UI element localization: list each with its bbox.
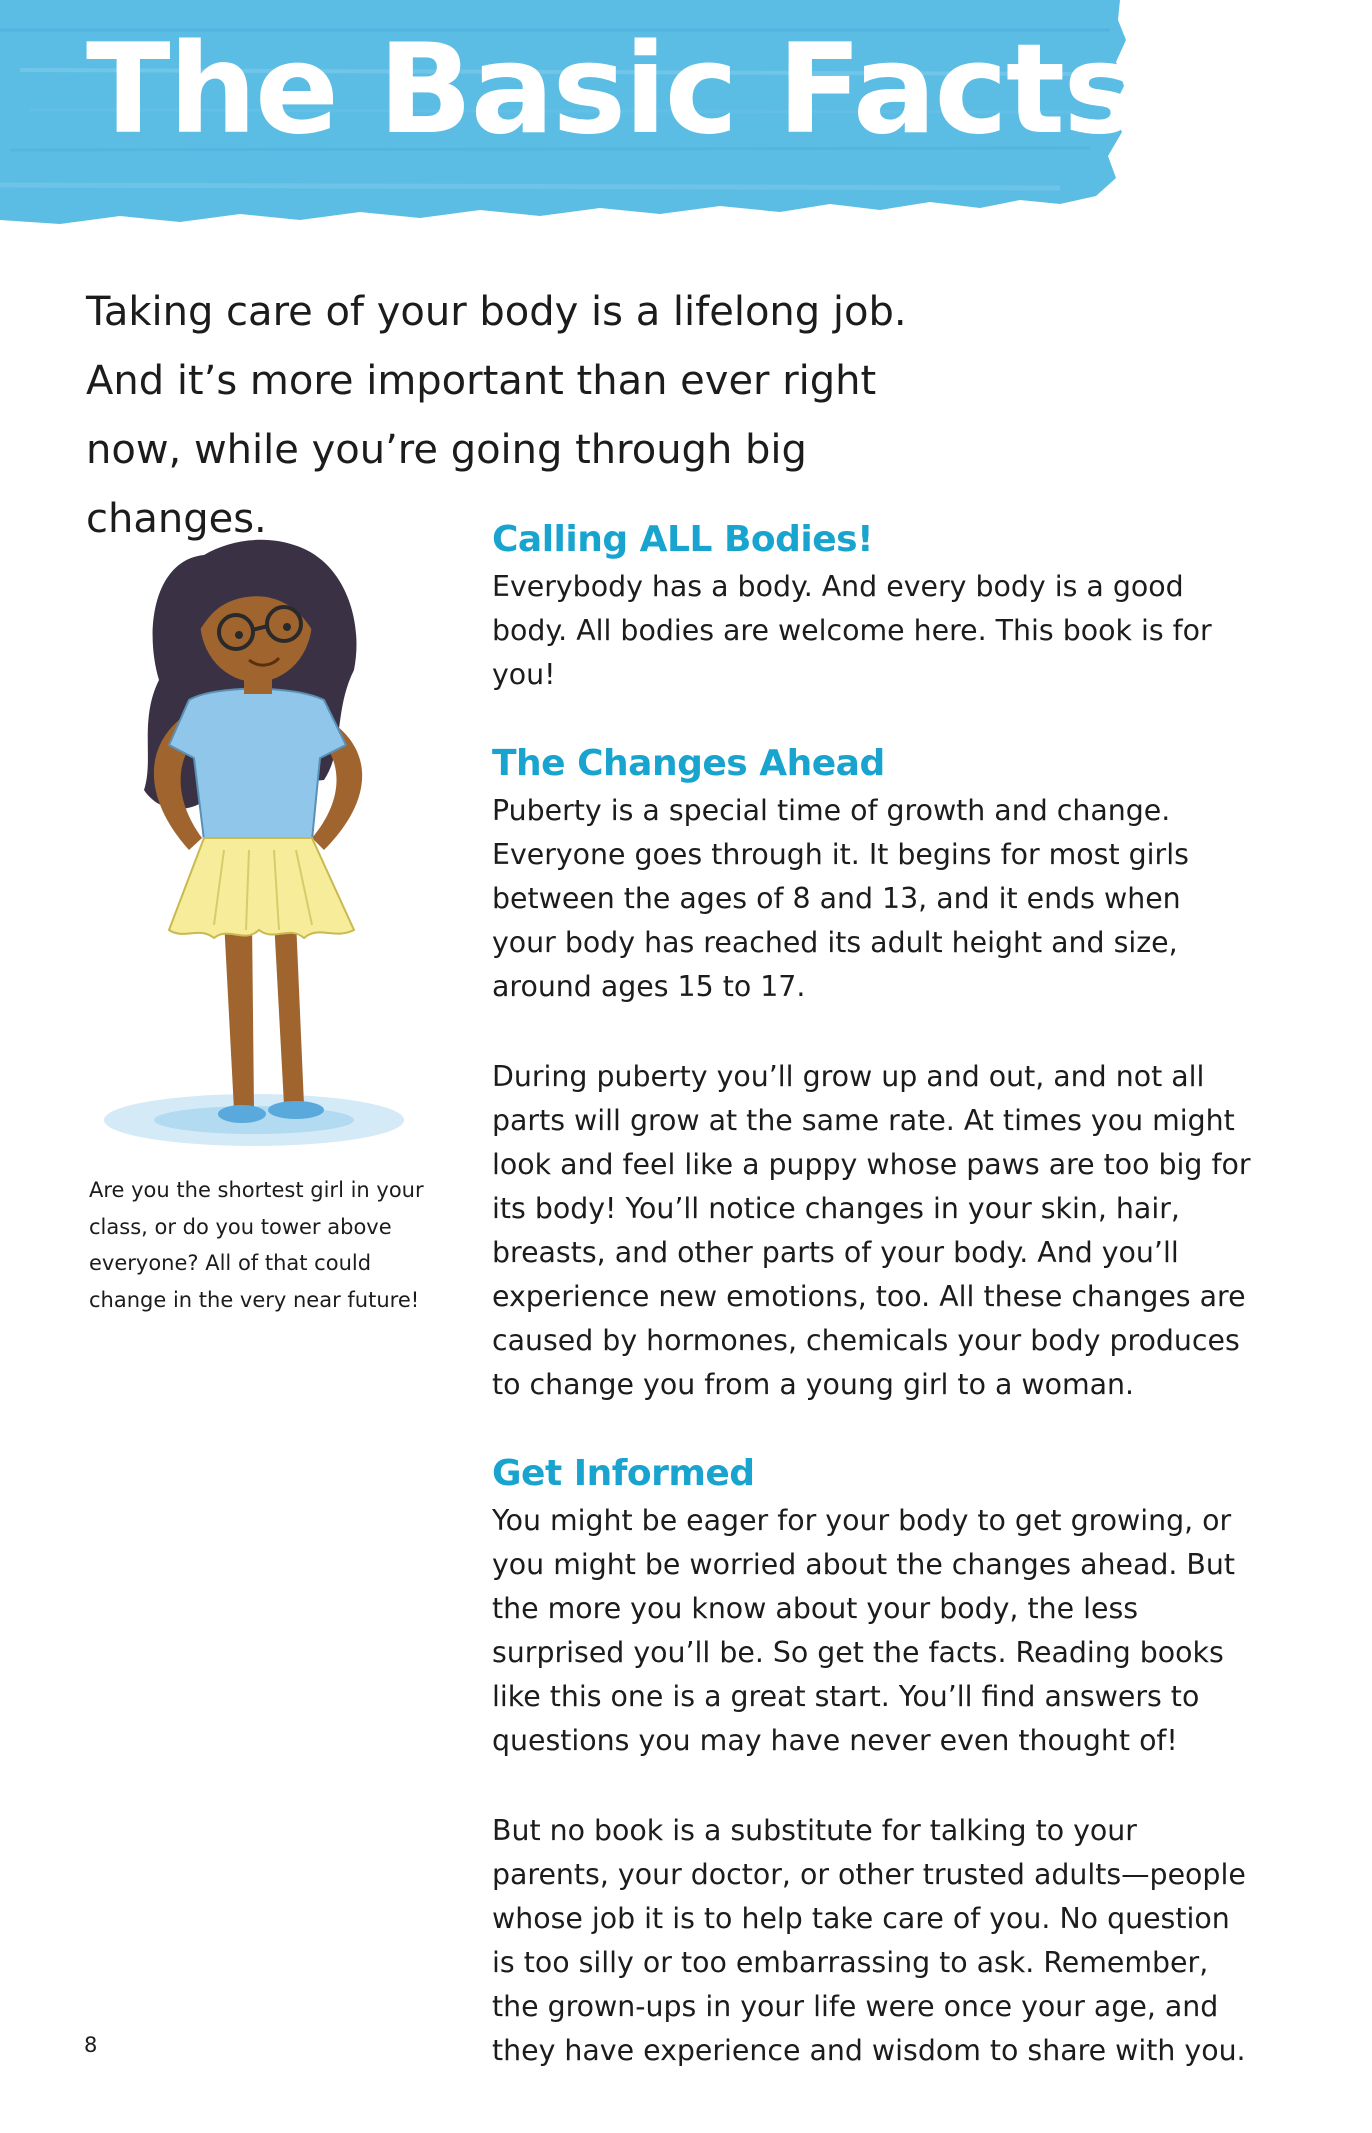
illustration-caption: Are you the shortest girl in your class, or do you tower above everyone? All of that could change in the very near future! [89, 1178, 424, 1312]
paragraph: Puberty is a special time of growth and change. Everyone goes through it. It begins for most girls between the ages of 8 and 13, and it ends when your body has reached its adult height and size, around ages 15 to 17. [492, 794, 1189, 1003]
page-number: 8 [84, 2033, 98, 2057]
section-heading-changes-ahead: The Changes Ahead [492, 743, 885, 784]
paragraph: During puberty you’ll grow up and out, and not all parts will grow at the same rate. At times you might look and feel like a puppy whose paws are too big for its body! You’ll notice changes in your skin, hair, breasts, and other parts of your body. And you’ll experience new emotions, too. All these changes are caused by hormones, chemicals your body produces to change you from a young girl to a woman. [492, 1060, 1251, 1401]
page-title: The Basic Facts [86, 18, 1136, 162]
section-heading-calling-all-bodies: Calling ALL Bodies! [492, 519, 873, 560]
intro-text: Taking care of your body is a lifelong job. And it’s more important than ever right now, while you’re going through big changes. [86, 289, 907, 542]
main-content [492, 515, 1252, 2073]
girl-icon [84, 520, 404, 1170]
title-banner [0, 0, 1140, 240]
girl-illustration [84, 520, 404, 1170]
section-heading-get-informed: Get Informed [492, 1453, 755, 1494]
paragraph: Everybody has a body. And every body is a good body. All bodies are welcome here. This book is for you! [492, 570, 1212, 691]
paragraph: You might be eager for your body to get growing, or you might be worried about the changes ahead. But the more you know about your body, the less surprised you’ll be. So get the facts. Reading books like this one is a great start. You’ll find answers to questions you may have never even thought of! [492, 1504, 1236, 1757]
paragraph: But no book is a substitute for talking to your parents, your doctor, or other trusted adults—people whose job it is to help take care of you. No question is too silly or too embarrassing to ask. Remember, the grown-ups in your life were once your age, and they have experience and wisdom to share with you. [492, 1814, 1246, 2067]
